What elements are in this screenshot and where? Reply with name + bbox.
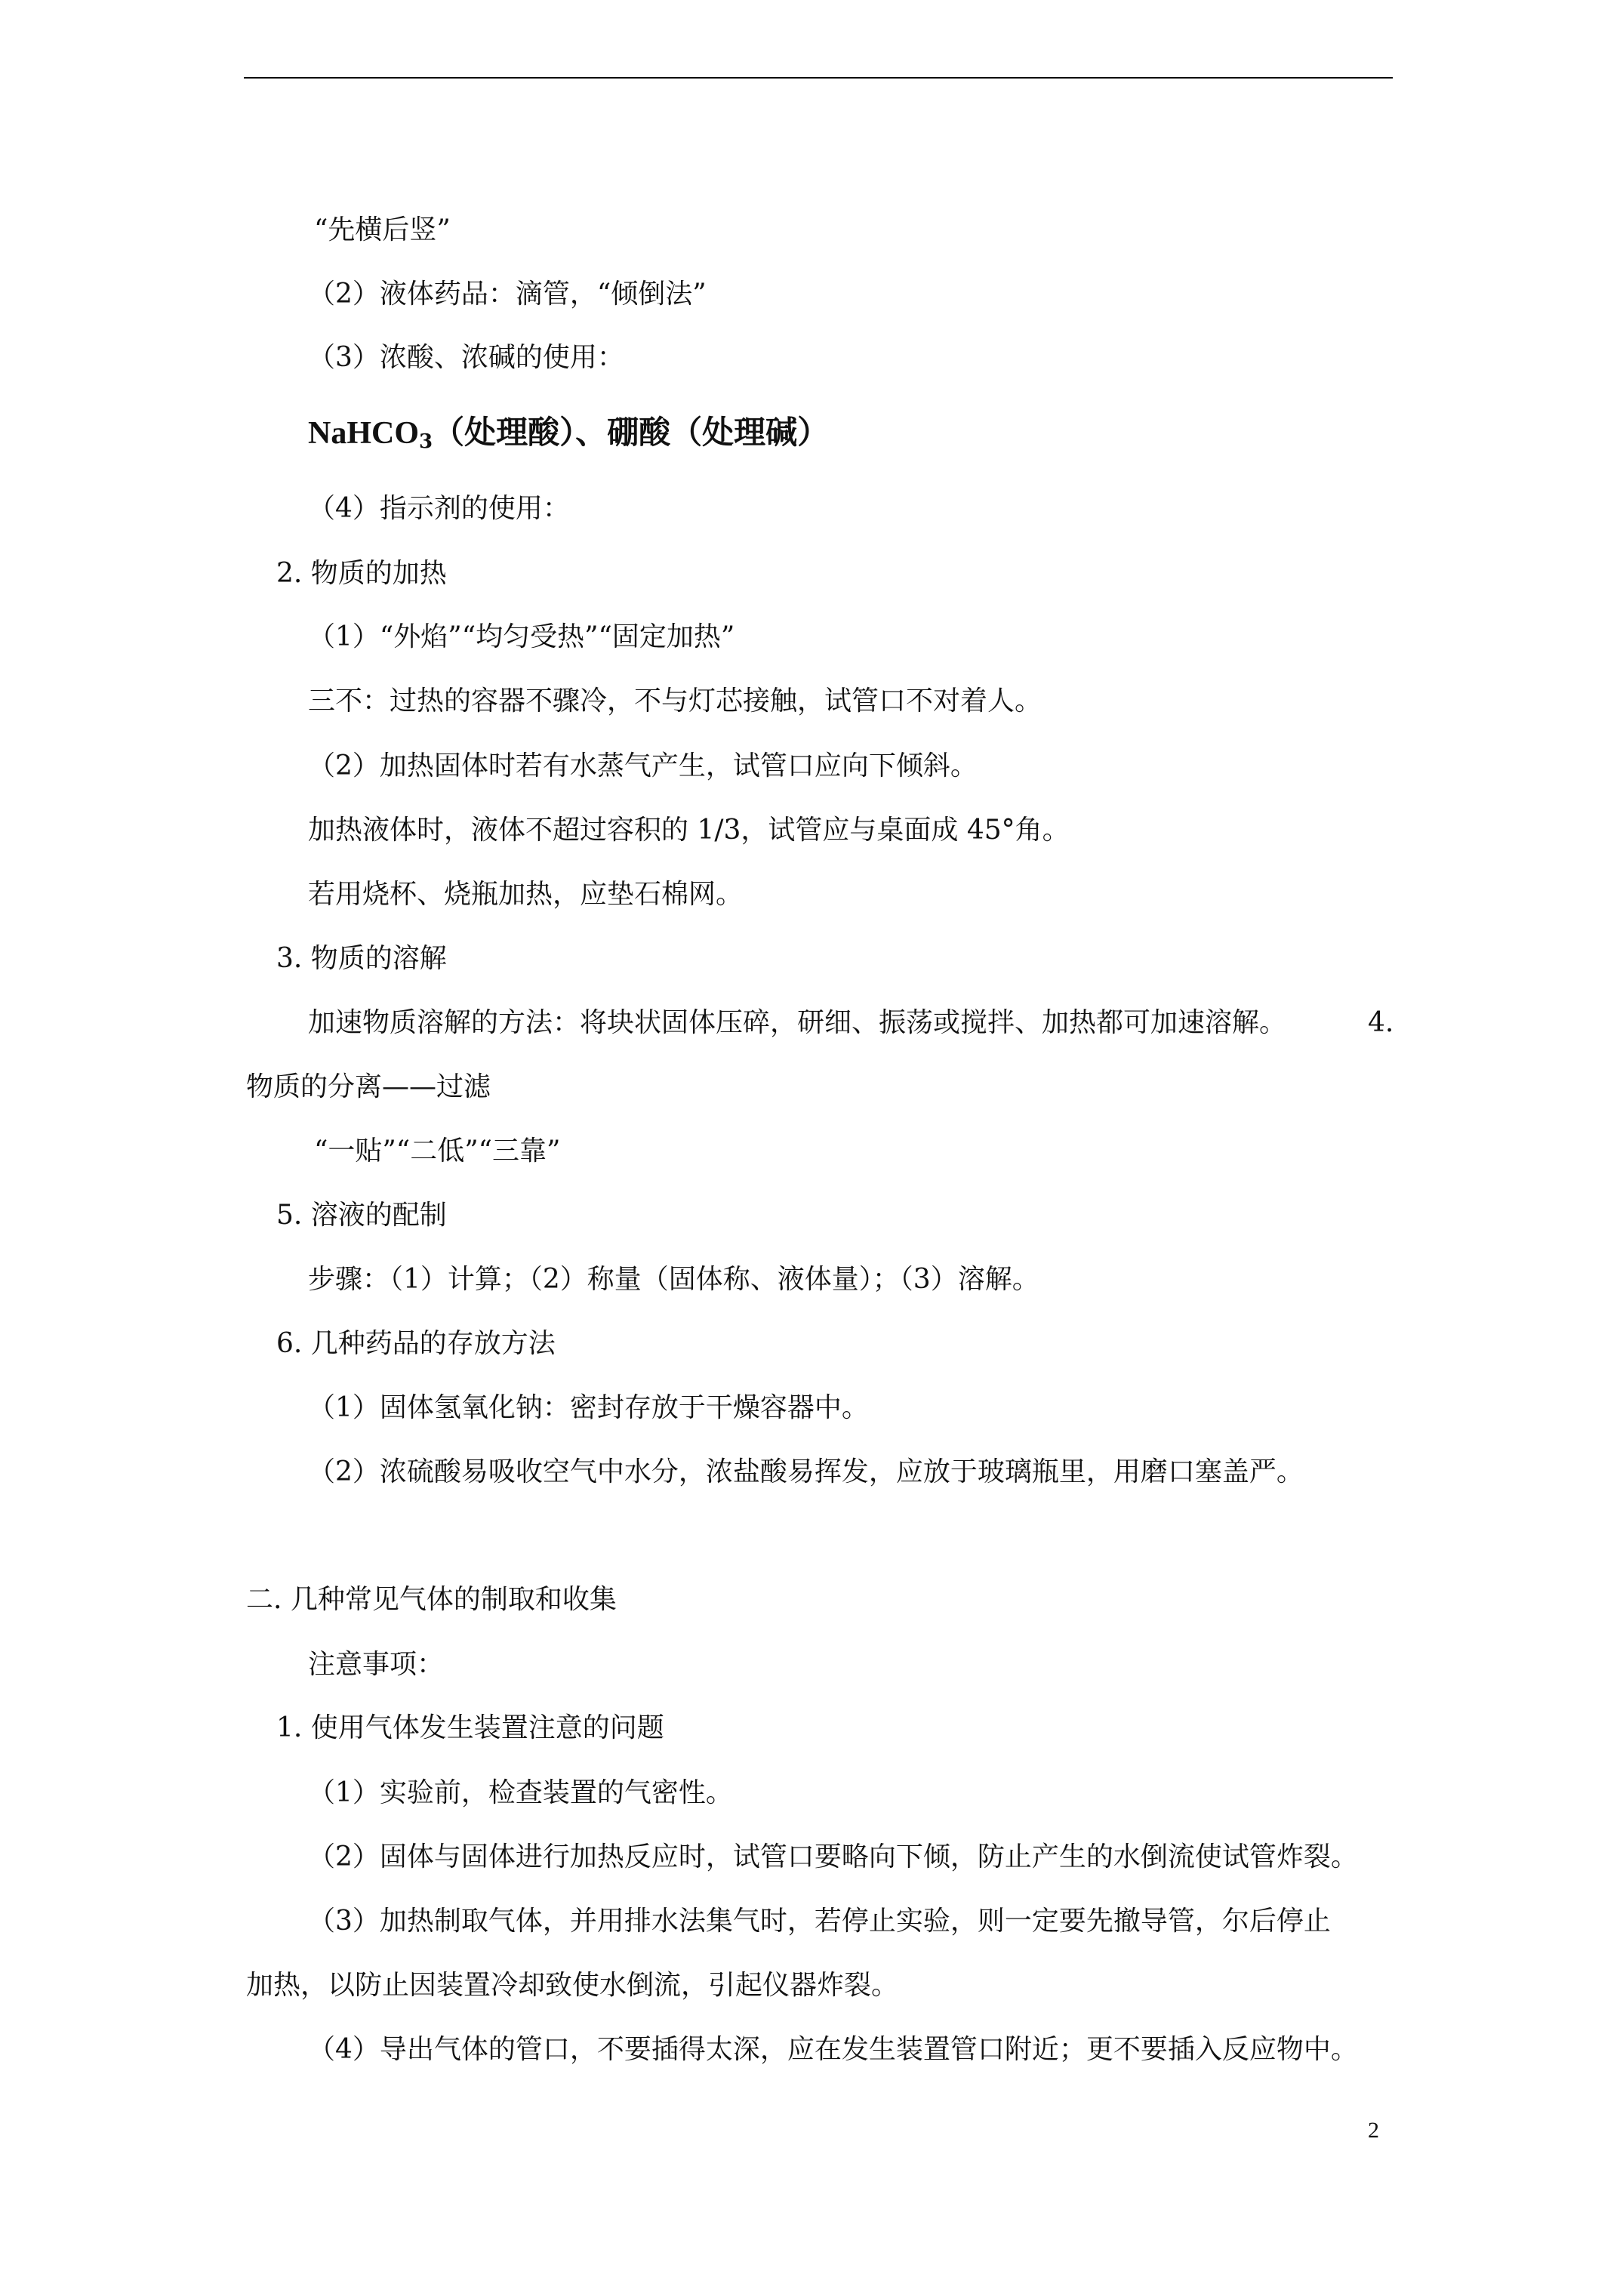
text-line: （2）固体与固体进行加热反应时，试管口要略向下倾，防止产生的水倒流使试管炸裂。 xyxy=(308,1841,1358,1872)
text-line: 注意事项： xyxy=(308,1649,445,1680)
section-heading: 6. 几种药品的存放方法 xyxy=(276,1328,556,1359)
header-rule xyxy=(244,77,1393,79)
section-heading: 物质的分离——过滤 xyxy=(246,1071,491,1102)
text-line: （1）“外焰”“均匀受热”“固定加热” xyxy=(308,621,735,652)
text-line: 加热液体时，液体不超过容积的 1/3，试管应与桌面成 45°角。 xyxy=(308,815,1070,846)
section-heading: 2. 物质的加热 xyxy=(276,558,447,589)
text-line: （2）浓硫酸易吸收空气中水分，浓盐酸易挥发，应放于玻璃瓶里，用磨口塞盖严。 xyxy=(308,1456,1304,1487)
text-line: 加热，以防止因装置冷却致使水倒流，引起仪器炸裂。 xyxy=(246,1970,899,2001)
section-heading: 1. 使用气体发生装置注意的问题 xyxy=(276,1712,664,1743)
section-heading: 3. 物质的溶解 xyxy=(276,943,447,974)
text-line: 若用烧杯、烧瓶加热，应垫石棉网。 xyxy=(308,879,744,910)
formula-subscript: 3 xyxy=(419,430,433,453)
text-line: （2）加热固体时若有水蒸气产生，试管口应向下倾斜。 xyxy=(308,750,978,781)
formula-text: （处理酸）、硼酸（处理碱） xyxy=(433,414,830,451)
text-line: （3）加热制取气体，并用排水法集气时，若停止实验，则一定要先撤导管，尔后停止 xyxy=(308,1906,1331,1937)
text-line: 步骤：（1）计算；（2）称量（固体称、液体量）；（3）溶解。 xyxy=(308,1264,1039,1295)
chapter-heading: 二. 几种常见气体的制取和收集 xyxy=(246,1584,617,1615)
formula-line xyxy=(308,414,829,452)
text-line: 加速物质溶解的方法：将块状固体压碎，研细、振荡或搅拌、加热都可加速溶解。 xyxy=(308,1007,1287,1038)
page-number: 2 xyxy=(1368,2118,1379,2143)
text-line: “一贴”“二低”“三靠” xyxy=(314,1136,561,1166)
section-number: 4. xyxy=(1368,1007,1394,1038)
text-line: “先横后竖” xyxy=(314,214,451,245)
text-line: （4）导出气体的管口，不要插得太深，应在发生装置管口附近；更不要插入反应物中。 xyxy=(308,2034,1358,2065)
text-line: （1）固体氢氧化钠：密封存放于干燥容器中。 xyxy=(308,1392,869,1423)
text-line: （1）实验前，检查装置的气密性。 xyxy=(308,1777,733,1808)
section-heading: 5. 溶液的配制 xyxy=(276,1200,447,1231)
text-line: （3）浓酸、浓碱的使用： xyxy=(308,342,624,373)
formula-compound: NaHCO xyxy=(308,416,419,451)
text-line: 三不：过热的容器不骤冷，不与灯芯接触，试管口不对着人。 xyxy=(308,686,1042,717)
text-line: （2）液体药品：滴管，“倾倒法” xyxy=(308,279,707,310)
text-line: （4）指示剂的使用： xyxy=(308,493,570,524)
